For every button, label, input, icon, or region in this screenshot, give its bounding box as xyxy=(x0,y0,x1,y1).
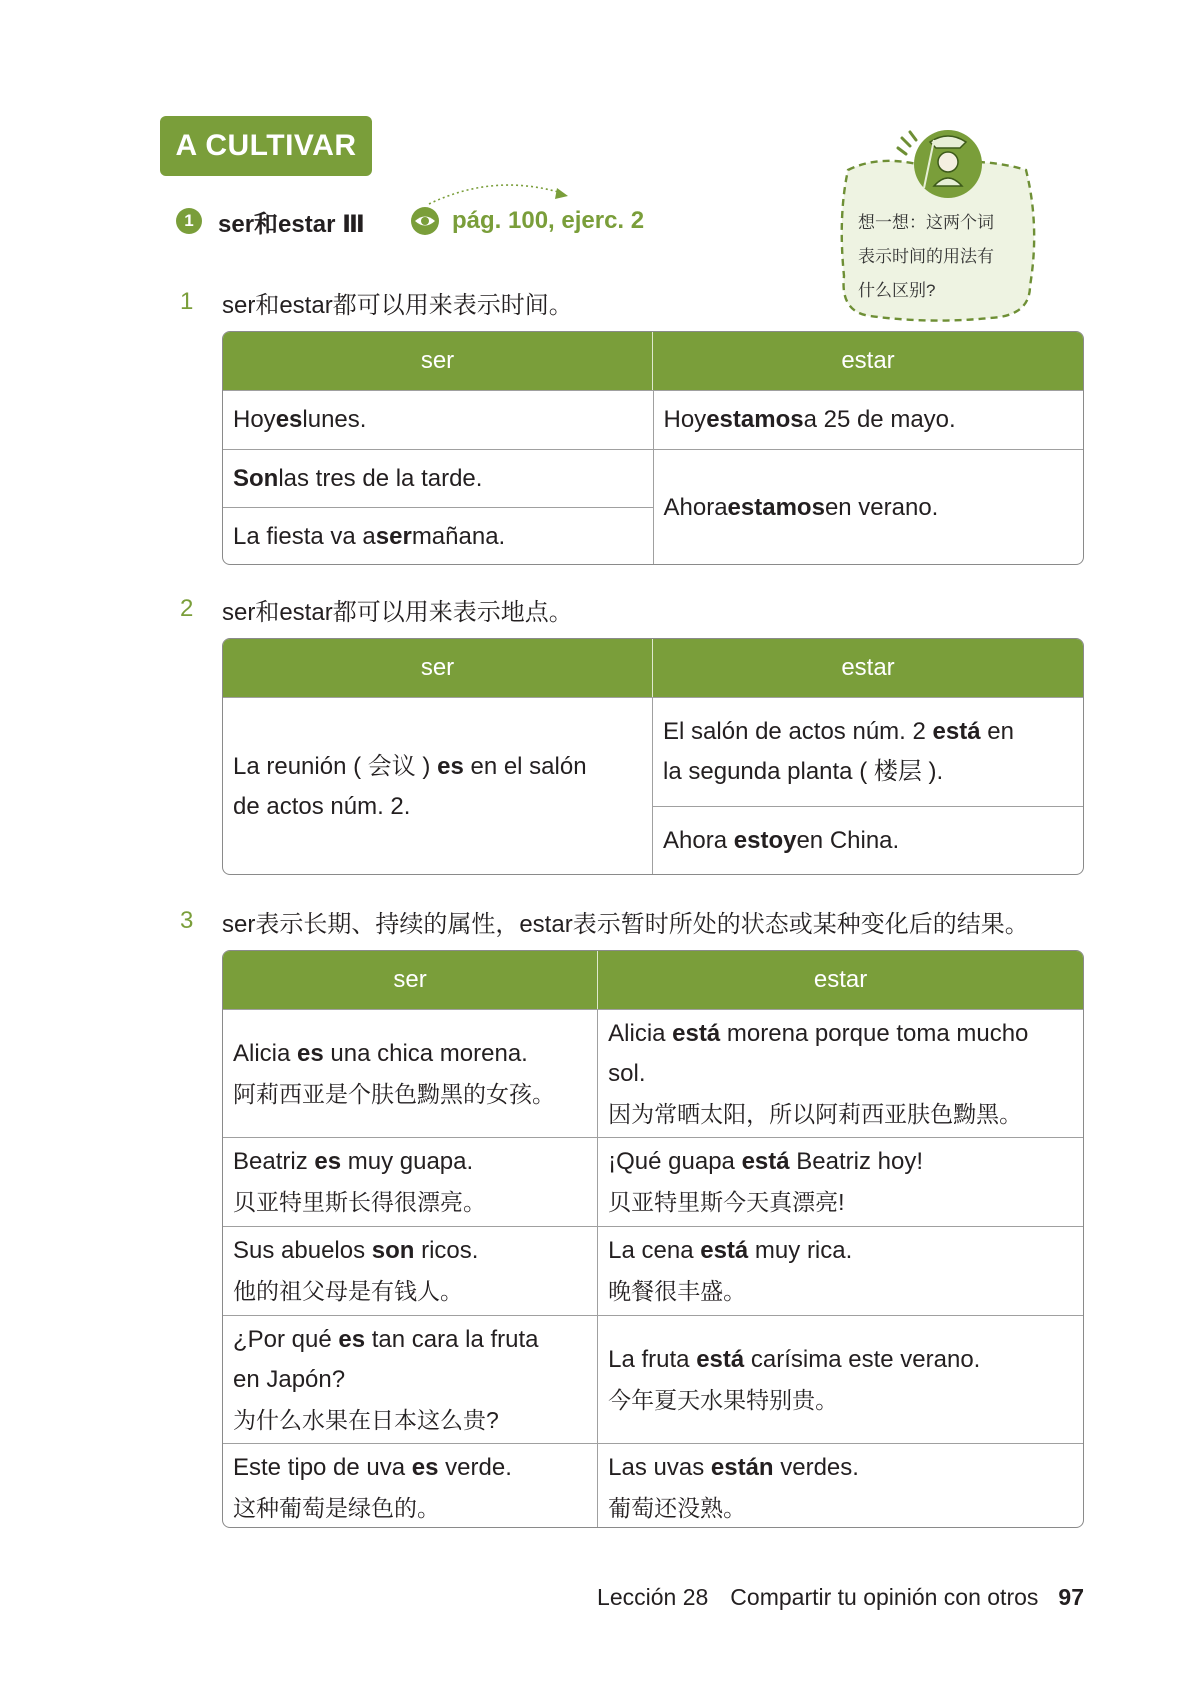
table-row xyxy=(223,1443,1083,1528)
page-number: 97 xyxy=(1058,1584,1084,1610)
table-cell: ¿Por qué es tan cara la fruta en Japón? 为什么水果在日本这么贵? xyxy=(223,1316,598,1443)
point-2 xyxy=(180,591,573,627)
section-title-badge: A CULTIVAR xyxy=(160,116,372,176)
point-3 xyxy=(180,903,1029,939)
point-1 xyxy=(180,284,573,320)
exclaim-marks-icon xyxy=(898,132,916,154)
table-cell: Sus abuelos son ricos. 他的祖父母是有钱人。 xyxy=(223,1227,598,1315)
table-cell: Son las tres de la tarde. xyxy=(223,449,653,507)
attribute-vs-state-table xyxy=(222,950,1084,1528)
table-cell: ¡Qué guapa está Beatriz hoy! 贝亚特里斯今天真漂亮! xyxy=(608,1148,924,1215)
time-usage-table xyxy=(222,331,1084,565)
table-cell: Hoy estamos a 25 de mayo. xyxy=(663,406,956,433)
don-quixote-icon xyxy=(914,130,982,198)
column-header-estar: estar xyxy=(813,966,868,993)
table-cell: La cena está muy rica. 晚餐很丰盛。 xyxy=(608,1237,853,1304)
column-header-estar: estar xyxy=(841,654,895,681)
note-line: 表示时间的用法有 xyxy=(858,247,994,266)
note-line: 想一想：这两个词 xyxy=(858,213,994,232)
table-cell: Alicia es una chica morena. 阿莉西亚是个肤色黝黑的女孩。 xyxy=(223,1010,598,1137)
column-header-ser: ser xyxy=(223,639,653,697)
table-cell: Alicia está morena porque toma mucho sol. 因为常晒太阳，所以阿莉西亚肤色黝黑。 xyxy=(608,1019,1029,1127)
column-header-ser: ser xyxy=(223,332,653,390)
column-header-estar: estar xyxy=(841,347,895,374)
section-heading xyxy=(176,204,365,238)
table-cell: La fiesta va a ser mañana. xyxy=(223,507,653,565)
table-row xyxy=(223,1226,1083,1315)
table-row xyxy=(223,1009,1083,1137)
section-title: ser和estar Ⅲ xyxy=(218,210,365,238)
table-cell: Ahora estoy en China. xyxy=(653,806,1083,875)
point-text: ser和estar都可以用来表示地点。 xyxy=(222,598,573,626)
table-cell: Las uvas están verdes. 葡萄还没熟。 xyxy=(608,1454,859,1521)
point-text: ser和estar都可以用来表示时间。 xyxy=(222,291,573,319)
section-number: 1 xyxy=(176,208,202,234)
reference-label: pág. 100, ejerc. 2 xyxy=(452,207,645,234)
exercise-reference[interactable] xyxy=(410,204,644,238)
lesson-label: Lección 28 xyxy=(597,1584,709,1610)
table-cell: Hoy es lunes. xyxy=(233,406,367,433)
column-header-ser: ser xyxy=(223,951,598,1009)
location-usage-table xyxy=(222,638,1084,875)
page-footer xyxy=(597,1584,1084,1611)
table-cell: El salón de actos núm. 2 está en la segunda planta ( 楼层 ). xyxy=(663,718,1014,785)
table-cell: Beatriz es muy guapa. 贝亚特里斯长得很漂亮。 xyxy=(223,1138,598,1226)
table-row xyxy=(223,1315,1083,1443)
point-number: 3 xyxy=(180,907,194,934)
note-line: 什么区别? xyxy=(858,281,936,300)
table-row xyxy=(223,1137,1083,1226)
chapter-title: Compartir tu opinión con otros xyxy=(730,1584,1039,1610)
table-cell: La reunión ( 会议 ) es en el salón de actos núm. 2. xyxy=(223,698,653,875)
thought-note-text xyxy=(858,206,1033,308)
table-cell: Este tipo de uva es verde. 这种葡萄是绿色的。 xyxy=(223,1444,598,1528)
point-number: 1 xyxy=(180,288,194,315)
point-number: 2 xyxy=(180,595,194,622)
table-cell: Ahora estamos en verano. xyxy=(654,449,1084,565)
eye-icon xyxy=(410,206,440,236)
point-text: ser表示长期、持续的属性，estar表示暂时所处的状态或某种变化后的结果。 xyxy=(222,910,1029,938)
table-cell: La fruta está carísima este verano. 今年夏天水果特别贵。 xyxy=(608,1345,981,1413)
